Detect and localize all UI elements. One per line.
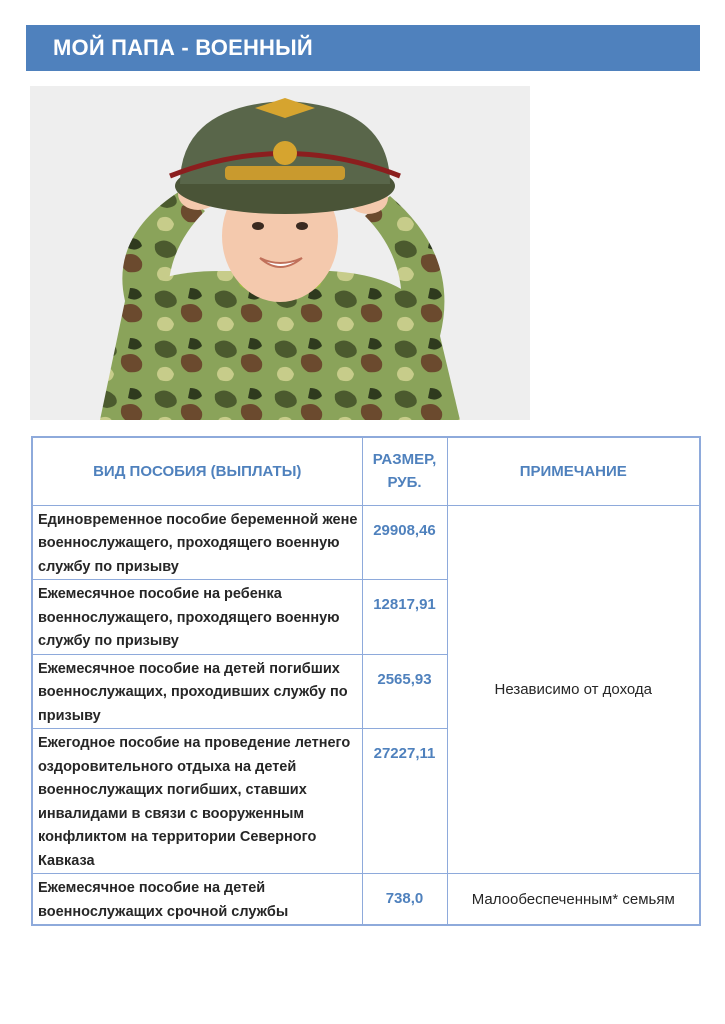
benefit-description: Ежегодное пособие на проведение летнего оздоровительного отдыха на детей военнослужащих погибших, ставших инвалидами в связи с вооруженным конфликтом на территории Северного Кавказа bbox=[32, 729, 362, 874]
table-header-row bbox=[32, 437, 700, 505]
column-header-amount-line1: РАЗМЕР, bbox=[372, 451, 437, 469]
column-header-note: ПРИМЕЧАНИЕ bbox=[447, 437, 700, 505]
benefit-description: Ежемесячное пособие на ребенка военнослужащего, проходящего военную службу по призыву bbox=[32, 580, 362, 655]
benefit-amount: 12817,91 bbox=[362, 580, 447, 655]
benefit-description: Ежемесячное пособие на детей погибших военнослужащих, проходивших службу по призыву bbox=[32, 654, 362, 729]
page-title: МОЙ ПАПА - ВОЕННЫЙ bbox=[53, 35, 313, 60]
benefit-description: Ежемесячное пособие на детей военнослужащих срочной службы bbox=[32, 874, 362, 926]
benefit-amount: 29908,46 bbox=[362, 505, 447, 580]
benefits-table bbox=[31, 436, 701, 926]
benefit-amount: 738,0 bbox=[362, 874, 447, 926]
photo-illustration bbox=[30, 86, 530, 420]
column-header-amount-line2: РУБ. bbox=[387, 474, 422, 492]
benefit-amount: 27227,11 bbox=[362, 729, 447, 874]
benefit-amount: 2565,93 bbox=[362, 654, 447, 729]
column-header-kind: ВИД ПОСОБИЯ (ВЫПЛАТЫ) bbox=[32, 437, 362, 505]
table-row bbox=[32, 874, 700, 926]
benefit-note-last: Малообеспеченным* семьям bbox=[447, 874, 700, 926]
benefit-note-group: Независимо от дохода bbox=[447, 505, 700, 874]
benefit-description: Единовременное пособие беременной жене военнослужащего, проходящего военную службу по призыву bbox=[32, 505, 362, 580]
column-header-amount bbox=[362, 437, 447, 505]
table-row bbox=[32, 505, 700, 580]
child-in-military-cap-photo bbox=[30, 86, 530, 420]
page-title-bar bbox=[26, 25, 700, 71]
